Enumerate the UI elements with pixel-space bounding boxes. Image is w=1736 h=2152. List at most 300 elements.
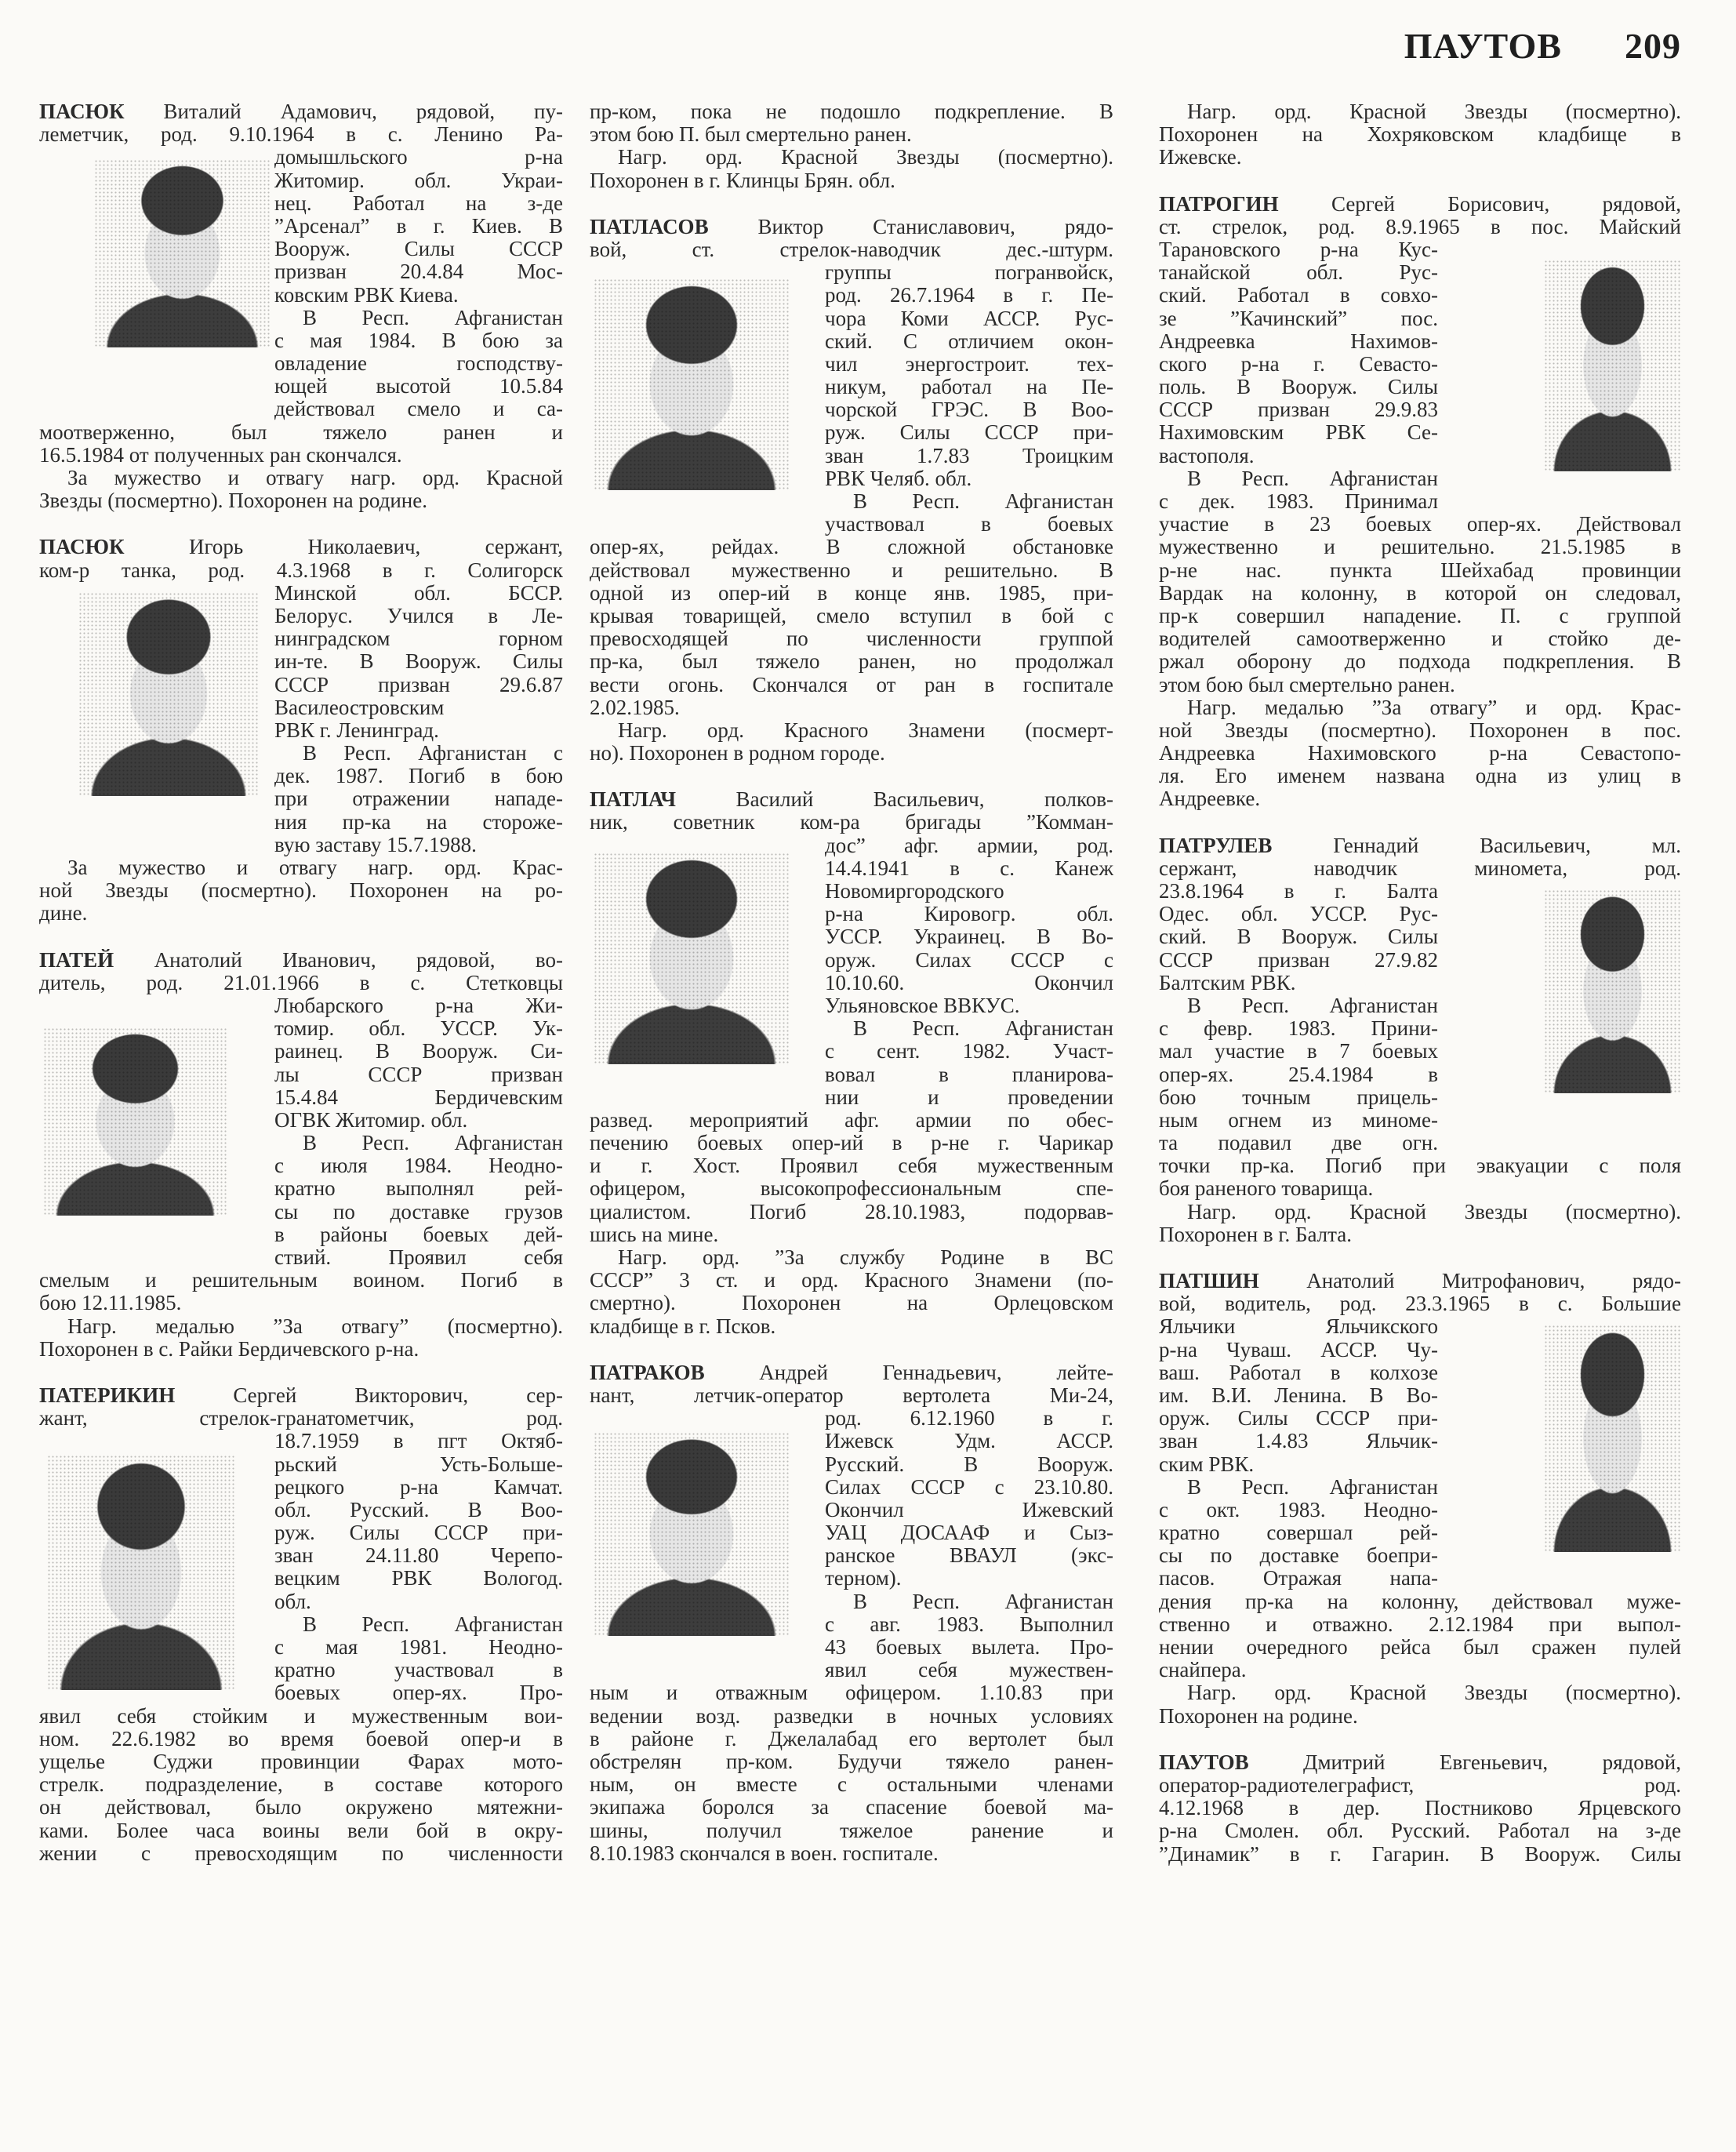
text-line: [1159, 880, 1438, 903]
text-line: [1159, 1063, 1438, 1086]
text-line: [590, 627, 1113, 650]
entry-text: ном. 22.6.1982 во время боевой опер-и в: [39, 1727, 563, 1750]
entry-text: Виктор Станиславович, рядо-: [708, 215, 1113, 238]
portrait-photo: [1544, 260, 1681, 471]
entry-text: кратно совершал рей-: [1159, 1521, 1438, 1545]
text-line: [590, 674, 1113, 696]
text-line: [825, 1544, 1113, 1567]
text-line: [1159, 421, 1438, 444]
entry-paterikin: [39, 1384, 563, 1865]
text-line: [825, 949, 1113, 972]
entry-text: 2.02.1985.: [590, 696, 680, 719]
entry-text: 16.5.1984 от полученных ран скончался.: [39, 443, 402, 467]
entry-text: явил себя стойким и мужественным вои-: [39, 1704, 563, 1728]
entry-text: ский. С отличием окон-: [825, 329, 1113, 353]
entry-text: та подавил две огн.: [1159, 1132, 1438, 1155]
text-line: [1159, 650, 1681, 673]
text-line: [590, 650, 1113, 673]
entry-text: шись на мине.: [590, 1223, 719, 1246]
entry-text: Минской обл. БССР.: [274, 581, 563, 605]
entry-text: Тарановского р-на Кус-: [1159, 238, 1438, 261]
text-line: [39, 856, 563, 879]
entry-text: 4.12.1968 в дер. Постниково Ярцевского: [1159, 1797, 1681, 1820]
text-line: [1159, 1774, 1681, 1797]
text-line: [590, 100, 1113, 123]
text-line: [39, 879, 563, 902]
text-line: [274, 215, 563, 238]
entry-text: ский. В Вооруж. Силы: [1159, 925, 1438, 949]
entry-text: превосходящей по численности группой: [590, 627, 1113, 651]
text-line: [1159, 1177, 1681, 1200]
text-line: [1159, 1476, 1438, 1499]
text-line: [1159, 605, 1681, 627]
text-line: [39, 902, 563, 925]
text-line: [825, 1086, 1113, 1109]
entry-text: с сент. 1982. Участ-: [825, 1040, 1113, 1063]
entry-text: Похоронен в с. Райки Бердичевского р-на.: [39, 1337, 419, 1361]
text-line: [1159, 238, 1438, 261]
text-line: [1159, 1590, 1681, 1613]
text-line: [825, 994, 1113, 1017]
entry-text: 15.4.84 Бердичевским: [274, 1085, 563, 1109]
text-line: [590, 1132, 1113, 1154]
entry-text: но). Похоронен в родном городе.: [590, 742, 885, 765]
text-line: [274, 307, 563, 329]
text-line: [590, 238, 1113, 261]
entry-text: жант, стрелок-гранатометчик, род.: [39, 1407, 563, 1430]
text-line: [1159, 1315, 1438, 1338]
text-line: [1159, 1751, 1681, 1774]
text-line: [1159, 994, 1438, 1017]
entry-text: боя раненого товарища.: [1159, 1177, 1374, 1201]
text-line: [39, 1384, 563, 1407]
text-line: [39, 1842, 563, 1865]
text-line: [39, 421, 563, 444]
entry-text: печению боевых опер-ий в р-не г. Чарикар: [590, 1132, 1113, 1155]
entry-text: с дек. 1983. Принимал: [1159, 490, 1438, 513]
entry-text: Вардак на колонну, в которой он следовал,: [1159, 581, 1681, 605]
text-line: [274, 605, 563, 627]
entry-text: Нагр. орд. Красной Звезды (посмертно).: [1187, 1200, 1681, 1223]
entry-text: Звезды (посмертно). Похоронен на родине.: [39, 489, 427, 513]
entry-text: леметчик, род. 9.10.1964 в с. Ленино Ра-: [39, 123, 563, 147]
entry-text: пр-ка, был тяжело ранен, но продолжал: [590, 650, 1113, 674]
text-line: [274, 329, 563, 352]
entry-surname: ПАУТОВ: [1159, 1750, 1249, 1774]
entry-text: опер-ях, рейдах. В сложной обстановке: [590, 536, 1113, 559]
text-line: [274, 1132, 563, 1154]
entry-text: ля. Его именем названа одна из улиц в: [1159, 765, 1681, 788]
text-line: [590, 559, 1113, 582]
text-line: [1159, 972, 1438, 994]
text-line: [39, 1796, 563, 1819]
text-line: [590, 1750, 1113, 1773]
text-line: [825, 880, 1113, 903]
entry-text: ведении возд. разведки в ночных условиях: [590, 1704, 1113, 1728]
portrait-photo: [1544, 1325, 1681, 1552]
text-line: [274, 169, 563, 192]
text-line: [1159, 903, 1438, 925]
entry-text: РВК г. Ленинград.: [274, 718, 439, 742]
entry-text: РВК Челяб. обл.: [825, 467, 972, 490]
entry-text: ным и отважным офицером. 1.10.83 при: [590, 1681, 1113, 1705]
text-line: [825, 1567, 1113, 1590]
text-line: [590, 1361, 1113, 1384]
entry-text: и г. Хост. Проявил себя мужественным: [590, 1154, 1113, 1178]
text-line: [1159, 445, 1438, 467]
text-line: [39, 489, 563, 512]
text-line: [39, 100, 563, 123]
entry-text: ным огнем из миноме-: [1159, 1108, 1438, 1132]
text-line: [1159, 559, 1681, 582]
entry-text: им. В.И. Ленина. В Во-: [1159, 1383, 1438, 1407]
text-line: [1159, 1086, 1438, 1109]
entry-text: явил себя мужествен-: [825, 1659, 1113, 1682]
text-line: [1159, 330, 1438, 353]
text-line: [274, 375, 563, 398]
text-line: [274, 1681, 563, 1704]
entry-text: Нагр. медалью ”За отвагу” и орд. Крас-: [1187, 696, 1681, 719]
portrait-photo: [43, 1027, 227, 1216]
entry-text: ник, советник ком-ра бригады ”Комман-: [590, 811, 1113, 834]
text-line: [39, 1819, 563, 1842]
entry-text: ками. Более часа воины вели бой в окру-: [39, 1819, 563, 1842]
entry-text: СССР призван 27.9.82: [1159, 948, 1438, 972]
entry-text: Сергей Викторович, сер-: [175, 1383, 563, 1407]
entry-text: обл.: [274, 1590, 311, 1613]
entry-text: Похоронен в г. Балта.: [1159, 1223, 1353, 1246]
text-line: [590, 1773, 1113, 1796]
entry-surname: ПАТЕРИКИН: [39, 1383, 176, 1407]
entry-text: ваш. Работал в колхозе: [1159, 1361, 1438, 1384]
text-line: [590, 1796, 1113, 1819]
entry-patrakov: [590, 1361, 1113, 1865]
column-2: [590, 100, 1113, 1865]
text-line: [274, 1659, 563, 1681]
text-line: [1159, 674, 1681, 696]
entry-text: с окт. 1983. Неодно-: [1159, 1498, 1438, 1521]
text-line: [825, 467, 1113, 490]
text-line: [1159, 1705, 1681, 1728]
entry-text: никум, работал на Пе-: [825, 376, 1113, 399]
text-line: [590, 146, 1113, 169]
entry-text: зван 1.7.83 Троицким: [825, 444, 1113, 467]
text-line: [825, 1499, 1113, 1521]
text-line: [274, 1201, 563, 1223]
text-line: [590, 811, 1113, 834]
text-line: [1159, 536, 1681, 558]
text-line: [825, 1476, 1113, 1499]
text-line: [1159, 1681, 1681, 1704]
entry-text: кратно участвовал в: [274, 1659, 563, 1682]
entry-text: Анатолий Митрофанович, рядо-: [1258, 1270, 1681, 1292]
text-line: [590, 582, 1113, 605]
text-line: [590, 1177, 1113, 1200]
entry-text: Нахимовским РВК Се-: [1159, 421, 1438, 445]
entry-text: этом бою был смертельно ранен.: [1159, 673, 1455, 696]
text-line: [590, 696, 1113, 719]
text-line: [39, 1407, 563, 1430]
portrait-photo: [594, 1432, 790, 1636]
entry-text: В Респ. Афганистан: [303, 306, 563, 329]
text-line: [39, 467, 563, 489]
column-3: [1159, 100, 1681, 1866]
entry-text: действовал мужественно и решительно. В: [590, 558, 1113, 582]
entry-surname: ПАТРУЛЕВ: [1159, 834, 1273, 857]
entry-text: р-не нас. пункта Шейхабад провинции: [1159, 558, 1681, 582]
text-line: [274, 1544, 563, 1567]
text-line: [590, 1223, 1113, 1246]
text-line: [274, 811, 563, 834]
entry-text: р-на Чуваш. АССР. Чу-: [1159, 1338, 1438, 1361]
text-line: [590, 1154, 1113, 1177]
entry-surname: ПАТЕЙ: [39, 948, 114, 972]
text-line: [1159, 582, 1681, 605]
text-line: [825, 307, 1113, 330]
entry-text: 23.8.1964 в г. Балта: [1159, 880, 1438, 903]
entry-text: моотверженно, был тяжело ранен и: [39, 420, 563, 444]
entry-text: оруж. Силах СССР с: [825, 948, 1113, 972]
entry-text: В Респ. Афганистан: [303, 1132, 563, 1155]
text-line: [825, 925, 1113, 948]
text-line: [1159, 1499, 1438, 1521]
entry-text: СССР” 3 ст. и орд. Красного Знамени (по-: [590, 1269, 1113, 1292]
text-line: [274, 1476, 563, 1499]
entry-text: действовал смело и са-: [274, 398, 563, 421]
text-line: [1159, 787, 1681, 810]
text-line: [39, 1773, 563, 1796]
text-line: [825, 1017, 1113, 1040]
text-line: [1159, 1544, 1438, 1567]
entry-text: род. 26.7.1964 в г. Пе-: [825, 284, 1113, 307]
entry-text: раинец. В Вооруж. Си-: [274, 1040, 563, 1063]
text-line: [1159, 857, 1681, 880]
text-line: [1159, 490, 1438, 513]
text-line: [1159, 100, 1681, 123]
entry-text: водителей самоотверженно и стойко де-: [1159, 627, 1681, 651]
text-line: [1159, 1109, 1438, 1132]
entry-text: смертно). Похоронен на Орлецовском: [590, 1292, 1113, 1315]
text-line: [825, 972, 1113, 994]
entry-text: зе ”Качинский” пос.: [1159, 307, 1438, 330]
entry-text: ния пр-ка на стороже-: [274, 810, 563, 834]
text-line: [1159, 353, 1438, 376]
entry-text: вастополя.: [1159, 444, 1255, 467]
entry-text: Русский. В Вооруж.: [825, 1452, 1113, 1476]
entry-text: дения пр-ка на колонну, действовал муже-: [1159, 1590, 1681, 1613]
entry-pautov: [1159, 1751, 1681, 1866]
entry-text: танайской обл. Рус-: [1159, 261, 1438, 285]
entry-text: с авг. 1983. Выполнил: [825, 1612, 1113, 1636]
text-line: [1159, 1384, 1438, 1407]
entry-text: Вооруж. Силы СССР: [274, 238, 563, 261]
entry-text: ковским РВК Киева.: [274, 283, 459, 307]
entry-text: обл. Русский. В Воо-: [274, 1498, 563, 1521]
entry-text: сы по доставке боепри-: [1159, 1544, 1438, 1568]
entry-text: дитель, род. 21.01.1966 в с. Стетковцы: [39, 971, 563, 994]
entry-text: с мая 1981. Неодно-: [274, 1636, 563, 1659]
entry-text: ющей высотой 10.5.84: [274, 375, 563, 398]
text-line: [825, 376, 1113, 398]
entry-text: пасов. Отражая напа-: [1159, 1567, 1438, 1590]
text-line: [590, 1315, 1113, 1338]
entry-text: 8.10.1983 скончался в воен. госпитале.: [590, 1841, 939, 1865]
text-line: [825, 353, 1113, 376]
portrait-photo: [78, 592, 259, 796]
text-line: [825, 857, 1113, 880]
entry-text: ственно и отважно. 2.12.1984 при выпол-: [1159, 1612, 1681, 1636]
entry-text: домышльского р-на: [274, 146, 563, 169]
entry-pasyuk-igor: [39, 536, 563, 925]
entry-text: поль. В Вооруж. Силы: [1159, 376, 1438, 399]
text-line: [825, 284, 1113, 307]
text-line: [1159, 1636, 1681, 1659]
entry-text: ст. стрелок, род. 8.9.1965 в пос. Майский: [1159, 215, 1681, 238]
entry-text: Андреевка Нахимов-: [1159, 329, 1438, 353]
entry-text: томир. обл. УССР. Ук-: [274, 1017, 563, 1041]
text-line: [1159, 1339, 1438, 1361]
text-line: [825, 1613, 1113, 1636]
text-line: [274, 582, 563, 605]
entry-text: Окончил Ижевский: [825, 1498, 1113, 1521]
entry-text: участвовал в боевых: [825, 513, 1113, 536]
entry-text: Новомиргородского: [825, 880, 1004, 903]
text-line: [1159, 742, 1681, 765]
text-line: [1159, 1223, 1681, 1246]
page-number: 209: [1625, 25, 1681, 66]
text-line: [274, 1154, 563, 1177]
text-line: [274, 994, 563, 1017]
entry-text: Андрей Геннадьевич, лейте-: [704, 1361, 1113, 1384]
entry-text: нант, летчик-оператор вертолета Ми-24,: [590, 1383, 1113, 1407]
text-line: [1159, 1430, 1438, 1452]
entry-text: жении с превосходящим по численности: [39, 1841, 563, 1865]
text-line: [1159, 719, 1681, 742]
text-line: [825, 1453, 1113, 1476]
entry-text: дине.: [39, 902, 88, 925]
entry-text: рецкого р-на Камчат.: [274, 1475, 563, 1499]
entry-text: он действовал, было окружено мятежни-: [39, 1796, 563, 1819]
text-line: [825, 1590, 1113, 1613]
text-line: [274, 1613, 563, 1636]
entry-text: Похоронен на родине.: [1159, 1704, 1358, 1728]
entry-patshin: [1159, 1270, 1681, 1728]
portrait-photo: [47, 1455, 235, 1690]
entry-text: с мая 1984. В бою за: [274, 329, 563, 352]
entry-text: Андреевке.: [1159, 787, 1261, 811]
text-line: [1159, 834, 1681, 857]
text-line: [274, 146, 563, 169]
entry-text: вую заставу 15.7.1988.: [274, 833, 477, 856]
entry-text: УАЦ ДОСААФ и Сыз-: [825, 1521, 1113, 1545]
text-line: [274, 352, 563, 375]
text-line: [1159, 949, 1438, 972]
entry-text: в районе г. Джелалабад его вертолет был: [590, 1727, 1113, 1750]
text-line: [1159, 765, 1681, 787]
entry-text: В Респ. Афганистан: [1187, 467, 1438, 490]
text-line: [825, 513, 1113, 536]
text-line: [1159, 467, 1438, 490]
text-line: [1159, 1567, 1438, 1590]
text-line: [590, 1728, 1113, 1750]
entry-text: Нагр. орд. Красной Звезды (посмертно).: [618, 146, 1113, 169]
text-line: [1159, 925, 1438, 948]
text-line: [39, 536, 563, 558]
entry-text: бою 12.11.1985.: [39, 1292, 182, 1315]
entry-text: Игорь Николаевич, сержант,: [124, 536, 563, 559]
text-line: [825, 1430, 1113, 1452]
entry-text: В Респ. Афганистан: [853, 490, 1113, 513]
text-line: [39, 972, 563, 994]
entry-text: вецким РВК Вологод.: [274, 1567, 563, 1590]
entry-text: Андреевка Нахимовского р-на Севастопо-: [1159, 742, 1681, 765]
entry-continuation: [1159, 100, 1681, 169]
text-line: [590, 1246, 1113, 1269]
entry-text: 10.10.60. Окончил: [825, 971, 1113, 994]
text-line: [274, 1453, 563, 1476]
text-line: [274, 1521, 563, 1544]
entry-text: крывая товарищей, смело вступил в бой с: [590, 604, 1113, 627]
text-line: [825, 445, 1113, 467]
entry-text: призван 20.4.84 Мос-: [274, 260, 563, 284]
entry-text: В Респ. Афганистан: [853, 1017, 1113, 1041]
text-line: [1159, 1201, 1681, 1223]
entry-text: р-на Смолен. обл. Русский. Работал на з-де: [1159, 1819, 1681, 1843]
entry-text: Похоронен на Хохряковском кладбище в: [1159, 123, 1681, 147]
text-line: [274, 238, 563, 260]
text-line: [590, 719, 1113, 742]
text-line: [274, 834, 563, 856]
text-line: [1159, 1292, 1681, 1315]
text-line: [590, 1705, 1113, 1728]
text-line: [39, 1269, 563, 1292]
entry-text: вести огонь. Скончался от ран в госпитале: [590, 673, 1113, 696]
entry-text: ржал оборону до подхода подкрепления. В: [1159, 650, 1681, 674]
text-line: [590, 1269, 1113, 1292]
text-line: [825, 834, 1113, 857]
entry-text: Одес. обл. УССР. Рус-: [1159, 903, 1438, 926]
running-header: [1404, 22, 1681, 69]
text-line: [274, 650, 563, 673]
text-line: [1159, 307, 1438, 330]
text-line: [1159, 398, 1438, 421]
text-line: [274, 1223, 563, 1246]
text-line: [590, 742, 1113, 765]
entry-text: В Респ. Афганистан: [1187, 994, 1438, 1017]
text-line: [1159, 123, 1681, 146]
text-line: [274, 260, 563, 283]
entry-surname: ПАТЛАСОВ: [590, 215, 709, 238]
entry-text: род. 6.12.1960 в г.: [825, 1407, 1113, 1430]
entry-text: Силах СССР с 23.10.80.: [825, 1475, 1113, 1499]
entry-text: одной из опер-ий в конце янв. 1985, при-: [590, 581, 1113, 605]
text-line: [590, 1842, 1113, 1865]
entry-text: Нагр. орд. Красной Звезды (посмертно).: [1187, 100, 1681, 123]
entry-surname: ПАТШИН: [1159, 1270, 1259, 1292]
entry-text: ствий. Проявил себя: [274, 1246, 563, 1269]
entry-text: мужественно и решительно. 21.5.1985 в: [1159, 536, 1681, 559]
text-line: [39, 559, 563, 582]
text-line: [1159, 627, 1681, 650]
entry-text: Балтским РВК.: [1159, 971, 1296, 994]
entry-text: развед. мероприятий афг. армии по обес-: [590, 1108, 1113, 1132]
entry-text: шины, получил тяжелое ранение и: [590, 1819, 1113, 1842]
entry-text: Похоронен в г. Клинцы Брян. обл.: [590, 169, 895, 192]
text-line: [590, 1819, 1113, 1842]
entry-text: Ижевске.: [1159, 146, 1242, 169]
entry-text: ной Звезды (посмертно). Похоронен на ро-: [39, 879, 563, 903]
text-line: [1159, 284, 1438, 307]
